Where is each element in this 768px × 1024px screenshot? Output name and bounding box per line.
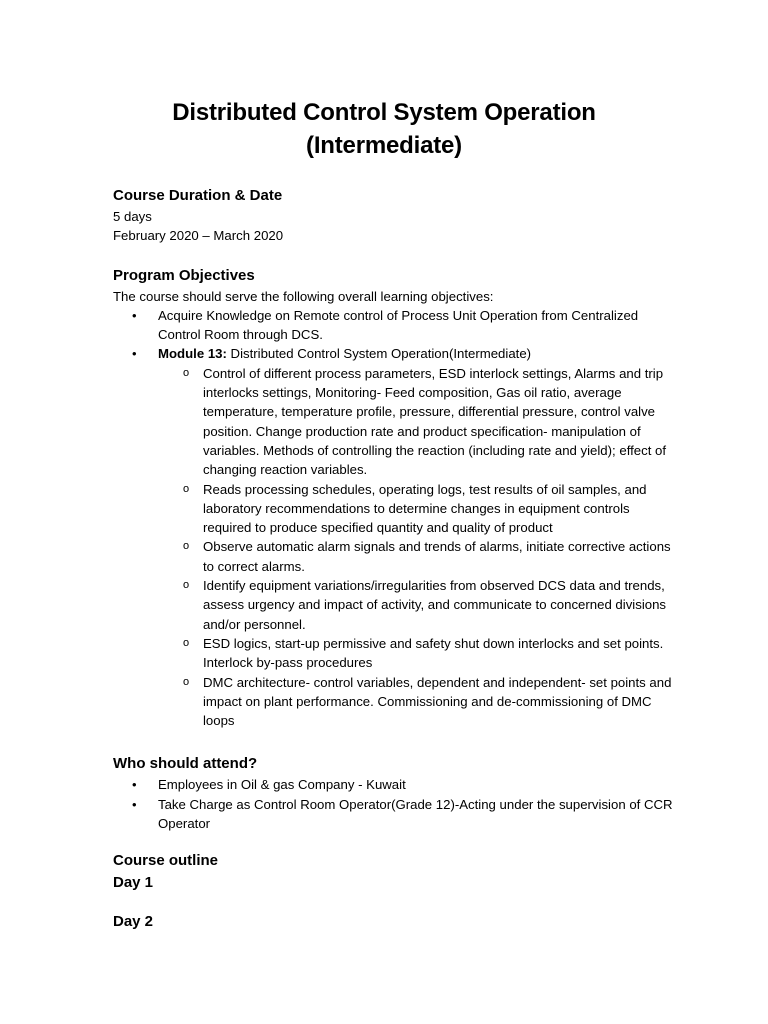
module-sub-list <box>158 364 673 731</box>
outline-heading: Course outline <box>113 852 219 870</box>
objectives-intro: The course should serve the following overall learning objectives: <box>113 288 494 304</box>
document-body <box>113 185 673 933</box>
list-item <box>113 344 673 730</box>
circle-bullet-icon: o <box>183 540 190 553</box>
duration-heading: Course Duration & Date <box>113 187 283 204</box>
title-line-1: Distributed Control System Operation <box>172 99 596 126</box>
list-item <box>158 537 673 576</box>
module-sub-item: DMC architecture- control variables, dependent and independent- set points and impact on plant performance. Commissioning and de-commissioning of DMC loops <box>203 674 672 729</box>
list-item <box>158 480 673 538</box>
attend-heading: Who should attend? <box>113 755 258 773</box>
bullet-icon: • <box>132 796 137 812</box>
bullet-icon: • <box>132 777 137 793</box>
duration-dates: February 2020 – March 2020 <box>113 228 284 244</box>
bullet-icon: • <box>132 346 137 362</box>
module-text: Distributed Control System Operation(Intermediate) <box>226 346 532 362</box>
list-item <box>158 673 673 731</box>
circle-bullet-icon: o <box>183 366 190 379</box>
module-label: Module 13: <box>158 346 227 362</box>
bullet-icon: • <box>132 307 137 323</box>
list-item <box>113 795 673 834</box>
attend-list <box>113 775 673 833</box>
list-item <box>113 306 673 345</box>
attend-item: Take Charge as Control Room Operator(Grade 12)-Acting under the supervision of CCR Operator <box>158 796 673 832</box>
circle-bullet-icon: o <box>183 579 190 592</box>
list-item <box>158 576 673 634</box>
outline-day-1: Day 1 <box>113 874 154 892</box>
objectives-heading: Program Objectives <box>113 266 255 284</box>
outline-day-2: Day 2 <box>113 913 154 931</box>
objectives-list <box>113 306 673 731</box>
list-item <box>113 775 673 794</box>
title-line-2: (Intermediate) <box>306 132 462 159</box>
module-sub-item: Identify equipment variations/irregularities from observed DCS data and trends, assess urgency and impact of activity, and communicate to concerned divisions and/or personnel. <box>203 578 667 632</box>
duration-days: 5 days <box>113 209 152 224</box>
list-item <box>158 364 673 480</box>
document-title <box>0 96 768 162</box>
module-sub-item: Reads processing schedules, operating logs, test results of oil samples, and laboratory recommendations to determine changes in equipment controls required to produce specified quantity and quality of product <box>203 481 647 536</box>
attend-item: Employees in Oil & gas Company - Kuwait <box>158 777 406 793</box>
circle-bullet-icon: o <box>183 675 190 688</box>
list-item <box>158 634 673 673</box>
circle-bullet-icon: o <box>183 482 190 495</box>
module-sub-item: ESD logics, start-up permissive and safety shut down interlocks and set points. Interlock by-pass procedures <box>203 635 664 671</box>
module-sub-item: Control of different process parameters, ESD interlock settings, Alarms and trip interlocks settings, Monitoring- Feed composition, Gas oil ratio, average temperature, temperature profile, pressure, differential pressure, control valve position. Change production rate and product specification- manipulation of variables. Methods of controlling the reaction (including rate and yield); effect of changing reaction variables. <box>203 365 667 478</box>
objective-item-1: Acquire Knowledge on Remote control of Process Unit Operation from Centralized Control Room through DCS. <box>158 307 639 343</box>
module-sub-item: Observe automatic alarm signals and trends of alarms, initiate corrective actions to correct alarms. <box>203 539 671 574</box>
circle-bullet-icon: o <box>183 636 190 649</box>
